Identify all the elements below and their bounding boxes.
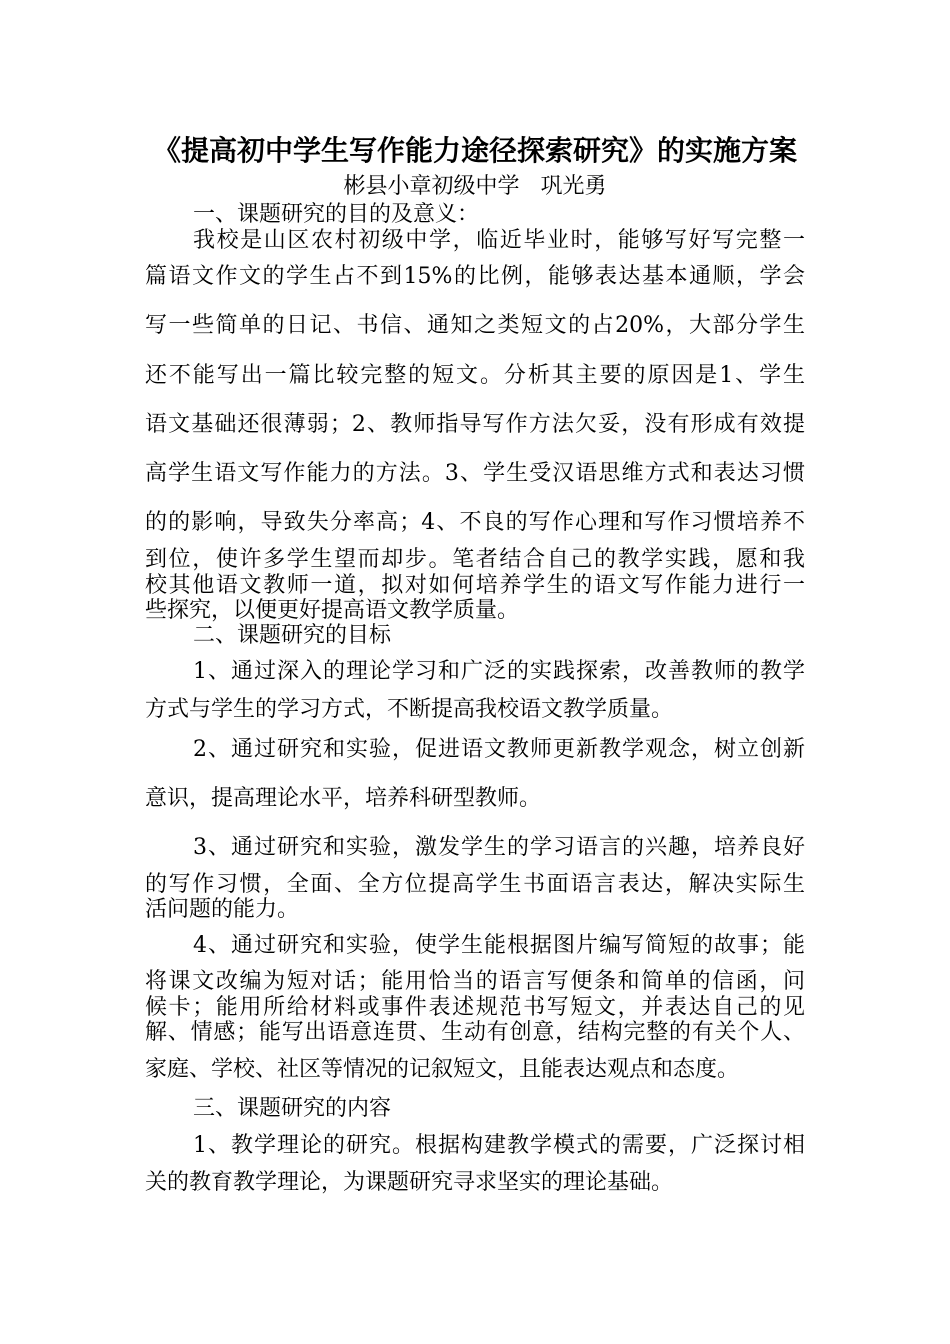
paragraph-line: 1、通过深入的理论学习和广泛的实践探索，改善教师的教学 — [193, 659, 805, 684]
section-heading-2: 二、课题研究的目标 — [193, 623, 392, 648]
paragraph-line: 2、通过研究和实验，促进语文教师更新教学观念，树立创新 — [193, 737, 805, 762]
paragraph-line: 还不能写出一篇比较完整的短文。分析其主要的原因是1、学生 — [145, 363, 805, 388]
paragraph-line: 我校是山区农村初级中学，临近毕业时，能够写好写完整一 — [193, 228, 805, 253]
section-heading-3: 三、课题研究的内容 — [193, 1096, 392, 1121]
paragraph-line: 家庭、学校、社区等情况的记叙短文，且能表达观点和态度。 — [145, 1057, 740, 1082]
paragraph-line: 些探究，以便更好提高语文教学质量。 — [145, 598, 520, 623]
paragraph-line: 关的教育教学理论，为课题研究寻求坚实的理论基础。 — [145, 1170, 674, 1195]
paragraph-line: 4、通过研究和实验，使学生能根据图片编写简短的故事；能 — [193, 933, 805, 958]
paragraph-line: 高学生语文写作能力的方法。3、学生受汉语思维方式和表达习惯 — [145, 461, 805, 486]
paragraph-line: 活问题的能力。 — [145, 897, 300, 922]
author-line: 彬县小章初级中学 巩光勇 — [343, 174, 607, 199]
paragraph-line: 方式与学生的学习方式，不断提高我校语文教学质量。 — [145, 697, 674, 722]
paragraph-line: 3、通过研究和实验，激发学生的学习语言的兴趣，培养良好 — [193, 835, 805, 860]
paragraph-line: 的写作习惯，全面、全方位提高学生书面语言表达，解决实际生 — [145, 872, 805, 897]
paragraph-line: 将课文改编为短对话；能用恰当的语言写便条和简单的信函，问 — [145, 969, 805, 994]
paragraph-line: 的的影响，导致失分率高；4、不良的写作心理和写作习惯培养不 — [145, 510, 805, 535]
paragraph-line: 校其他语文教师一道，拟对如何培养学生的语文写作能力进行一 — [145, 573, 805, 598]
paragraph-line: 候卡；能用所给材料或事件表述规范书写短文，并表达自己的见 — [145, 995, 805, 1020]
paragraph-line: 语文基础还很薄弱；2、教师指导写作方法欠妥，没有形成有效提 — [145, 412, 805, 437]
paragraph-line: 篇语文作文的学生占不到15%的比例，能够表达基本通顺，学会 — [145, 264, 805, 289]
section-heading-1: 一、课题研究的目的及意义： — [193, 202, 480, 227]
paragraph-line: 意识，提高理论水平，培养科研型教师。 — [145, 786, 542, 811]
paragraph-line: 1、教学理论的研究。根据构建教学模式的需要，广泛探讨相 — [193, 1133, 805, 1158]
document-title: 《提高初中学生写作能力途径探索研究》的实施方案 — [152, 134, 797, 167]
paragraph-line: 到位，使许多学生望而却步。笔者结合自己的教学实践，愿和我 — [145, 547, 805, 572]
paragraph-line: 解、情感；能写出语意连贯、生动有创意，结构完整的有关个人、 — [145, 1020, 805, 1045]
paragraph-line: 写一些简单的日记、书信、通知之类短文的占20%，大部分学生 — [145, 313, 805, 338]
